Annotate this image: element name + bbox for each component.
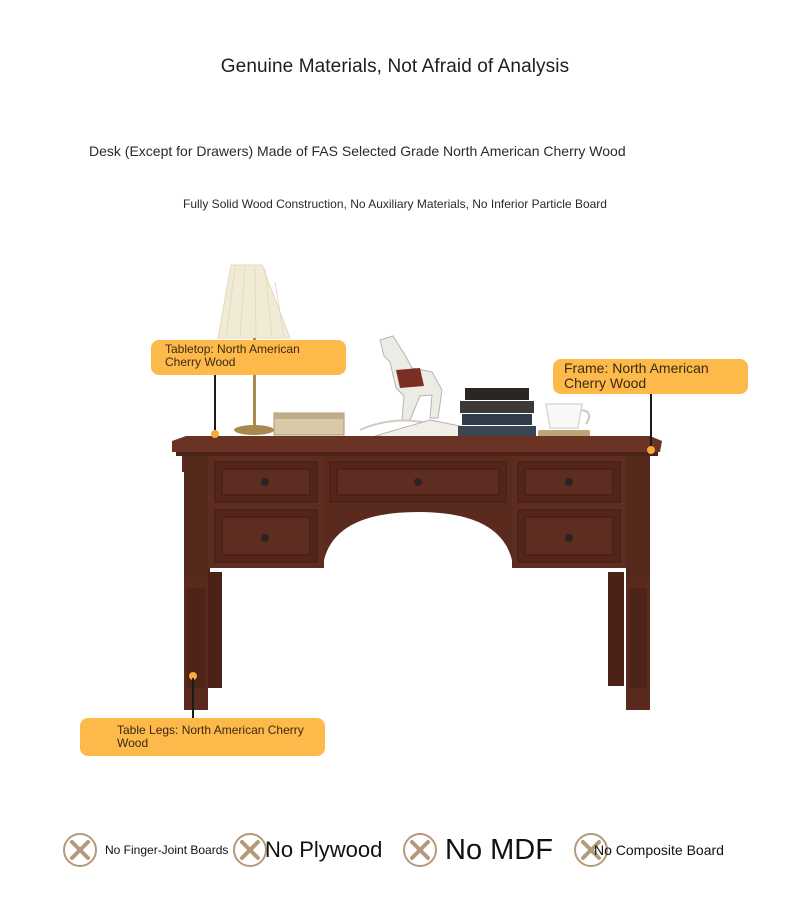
desk-illustration <box>0 250 790 730</box>
frame-callout: Frame: North American Cherry Wood <box>553 359 748 394</box>
badge-label: No Composite Board <box>594 842 724 858</box>
desk-top <box>172 436 662 452</box>
tabletop-leader-line <box>214 375 216 435</box>
tabletop-marker-dot <box>211 430 219 438</box>
book-stack <box>458 388 536 437</box>
badge-no-plywood <box>231 828 382 872</box>
badge-no-finger-joint <box>61 828 228 872</box>
badge-label: No Finger-Joint Boards <box>105 843 229 857</box>
legs-callout: Table Legs: North American Cherry Wood <box>80 718 325 756</box>
badge-no-mdf <box>401 828 553 872</box>
frame-marker-dot <box>647 446 655 454</box>
headline: Genuine Materials, Not Afraid of Analysis <box>220 56 570 77</box>
construction-note: Fully Solid Wood Construction, No Auxiliary Materials, No Inferior Particle Board <box>183 197 607 211</box>
rocking-horse-figurine <box>360 336 445 430</box>
material-badges <box>0 828 790 872</box>
cross-circle-icon <box>231 831 269 869</box>
cross-circle-icon <box>61 831 99 869</box>
desk-body <box>182 456 650 576</box>
subtitle: Desk (Except for Drawers) Made of FAS Selected Grade North American Cherry Wood <box>89 143 626 159</box>
decor-box <box>274 413 344 435</box>
badge-label: No Plywood <box>265 837 383 862</box>
badge-label: No MDF <box>445 833 553 866</box>
legs-leader-line <box>192 678 194 718</box>
tea-cup <box>538 404 590 438</box>
frame-leader-line <box>650 394 652 448</box>
cross-circle-icon <box>401 831 439 869</box>
desk-legs <box>184 572 650 710</box>
badge-no-composite-board <box>572 828 724 872</box>
tabletop-callout: Tabletop: North American Cherry Wood <box>151 340 346 375</box>
